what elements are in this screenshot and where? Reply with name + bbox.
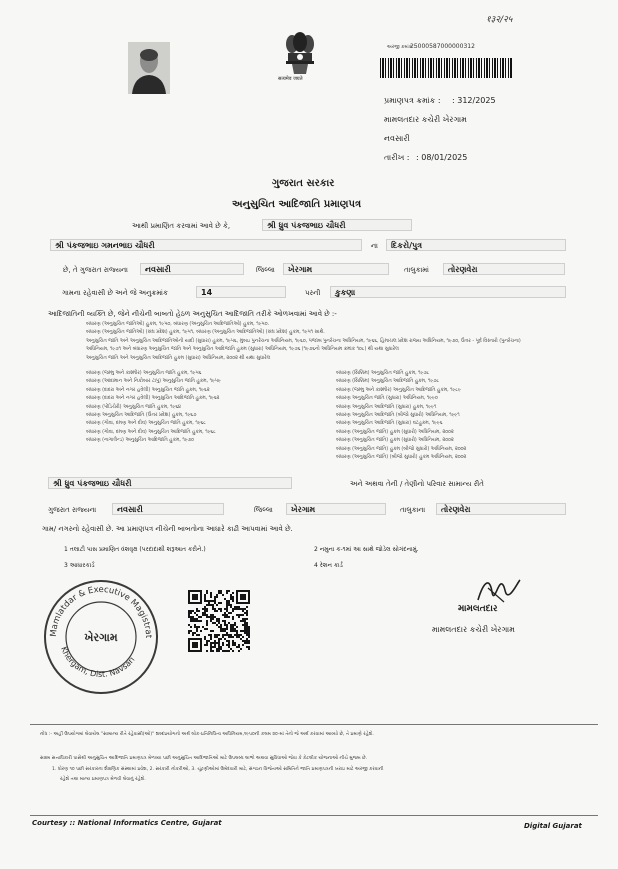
family-text: અને અથવા તેની / તેણીનો પરિવાર સામાન્ય રીતે bbox=[350, 480, 484, 488]
order-item: બંધારણ (પોંડિચેરી) અનુસુચિત જાતિ હુકમ, ૧૯૬૪ bbox=[86, 404, 182, 410]
certify-text: આથી પ્રમાણિત કરવામાં આવે છે કે, bbox=[132, 222, 231, 230]
serial-number: 14 bbox=[196, 286, 286, 298]
order-item: બંધારણ અનુસુચિત જાતિ (સુધારા) અધિનિયમ, ૧૯૯૦ bbox=[336, 396, 438, 402]
qr-code-icon bbox=[188, 590, 250, 652]
document-item: 2 નમુના ક-૧માં આ સાથે જોડેલ સોગંદનામું. bbox=[314, 546, 419, 553]
svg-text:Khergam, Dist. Navsari bbox=[59, 645, 137, 679]
reference-barcode bbox=[380, 58, 512, 78]
district-value: નવસારી bbox=[140, 263, 244, 275]
order-item: બંધારણ (દાદરા અને નગર હવેલી) અનુસુચિત આદિજાતિ હુકમ, ૧૯૬૨ bbox=[86, 396, 220, 402]
residence-taluka-label: તાલુકાના bbox=[400, 506, 426, 514]
brand-text: Digital Gujarat bbox=[524, 822, 582, 830]
footer-scheme-end: રહેશે તથા માન્ય પ્રમાણપત્ર મેળવી લેવાનું રહેશે. bbox=[60, 777, 146, 782]
tribe-name: કુકણા bbox=[330, 286, 566, 298]
sub-district-value: ખેરગામ bbox=[283, 263, 389, 275]
order-item: બંધારણ (ગોવા, દમણ અને દીવ) અનુસુચિત આદિજાતિ હુકમ, ૧૯૬૮ bbox=[86, 429, 216, 435]
order-item: બંધારણ (અનુસુચિત જાતિઓ) (સંઘ પ્રદેશ) હુકમ, ૧૯૫૧, બંધારણ (અનુસુચિત આદિજાતિઓ) (સંઘ પ્રદેશ) હુકમ, ૧૯૫૧ સાથે. bbox=[86, 330, 325, 336]
closing-text: ગામ/ નગરનો રહેવાસી છે. આ પ્રમાણપત્ર નીચેની બાબતોના આધારે કાઢી આપવામાં આવે છે. bbox=[42, 525, 293, 533]
reference-number: 25000587000000312 bbox=[410, 43, 475, 50]
certificate-number: : 312/2025 bbox=[452, 96, 496, 105]
round-seal-icon bbox=[38, 574, 164, 700]
signatory-office: મામલતદાર કચેરી ખેરગામ bbox=[432, 625, 515, 634]
village-value: તોરણવેરા bbox=[443, 263, 565, 275]
emblem-motto: सत्यमेव जयते bbox=[278, 76, 303, 82]
orders-right-column bbox=[336, 370, 466, 462]
parent-name: શ્રી પંકજભાઇ ગમનભાઇ ચૌધરી bbox=[50, 239, 362, 251]
order-item: બંધારણ અનુસુચિત આદિજાતિ (ઉત્તર પ્રદેશ) હુકમ, ૧૯૬૭ bbox=[86, 413, 197, 419]
document-item: 3 આધારકાર્ડ bbox=[64, 562, 95, 569]
document-item: 1 તલાટી પાસ પ્રમાણિત વંશવૃક્ષ (પરદાદાથી શરૂઆત કરીને.) bbox=[64, 546, 206, 553]
office-stamp bbox=[38, 574, 164, 700]
footer-scheme-list: 1. ધોરણ ૧૦ પછી સરકારના શૈક્ષણિક સંસ્થામાં પ્રવેશ, 2. સરકારી નોકરીઓ, 3. ચૂંટણીઓમાં ઉમેદવારી માટે, સંગઠન વિજેતાઓ સમિતિને જાતિ પ્રમાણપત્રની ખરાઇ માટે અરજી કરવાની bbox=[52, 767, 384, 772]
orders-right-list bbox=[336, 370, 466, 462]
applicant-photo-icon bbox=[128, 42, 170, 94]
order-item: બંધારણ (જમ્મુ અને કાશ્મીર) અનુસુચિત આદિજાતિ હુકમ, ૧૯૮૯ bbox=[336, 387, 461, 393]
residence-village: તોરણવેરા bbox=[436, 503, 566, 515]
part-label: પરની bbox=[305, 289, 321, 297]
order-item: અનુસુચિત જાતિ અને અનુસુચિત આદિજાતિ હુકમ (સુધારા) અધિનિયમ, ૨૦૦૨ થી યથા સુધારેલ bbox=[86, 355, 271, 361]
order-item: બંધારણ (અનુસુચિત જાતિ) (બીજો સુધારો) હુકમ અધિનિયમ, ૨૦૦૨ bbox=[336, 455, 467, 461]
order-item: બંધારણ (અનુસુચિત જાતિ) હુકમ (બીજો સુધારો) અધિનિયમ, ૨૦૦૨ bbox=[336, 446, 467, 452]
relation: દિકરો/પુત્ર bbox=[386, 239, 566, 251]
seal-ring-text: Mamlatdar & Executive Magistrat bbox=[48, 584, 154, 639]
order-item: બંધારણ અનુસુચિત આદિજાતિ (સુધારા) વટહુકમ, ૧૯૯૬ bbox=[336, 421, 443, 427]
residence-district-label: જિલ્લા bbox=[254, 506, 273, 514]
order-item: બંધારણ (આંદામાન અને નિકોબાર ટાપુ) અનુસુચિત જાતિ હુકમ, ૧૯૫૯ bbox=[86, 379, 221, 385]
issuing-district: નવસારી bbox=[384, 134, 410, 143]
handwritten-reference: १३२/२५ bbox=[486, 15, 513, 25]
issue-date: : 08/01/2025 bbox=[416, 153, 468, 162]
order-item: અનુસુચિત જાતિ અને અનુસુચિત આદિજાતિઓની યાદી (સુધારા) હુકમ, ૧૯૫૬, મુંબઇ પુનર્રચના અધિનિયમ, ૧૯૬૦, પંજાબ પુનર્રચના અધિનિયમ, ૧૯૬૬, હિમાચલ પ્રદેશ રાજ્ય અધિનિયમ, ૧૯૭૦, ઉત્તર - પૂર્વ વિસ્તારો (પુનર્રચના) bbox=[86, 338, 521, 344]
seal-bottom-text: Khergam, Dist. Navsari bbox=[59, 645, 137, 679]
order-item: બંધારણ (સિક્કિમ) અનુસુચિત જાતિ હુકમ, ૧૯૭૮ bbox=[336, 371, 430, 376]
order-item: અધિનિયમ, ૧૯૭૧ અને બંધારણ અનુસુચિત જાતિ અને અનુસુચિત આદિજાતિ હુકમ (સુધારા) અધિનિયમ, ૧૯૭૬ (૧૯૭૬નો અધિનિયમ ક્રમાંક ૧૦૮) થી યથા સુધારેલ bbox=[86, 347, 399, 353]
footer-scheme-intro: સક્ષમ સત્તાધિકારી પાસેથી અનુસુચિત આદિજાતિ પ્રમાણપત્ર મેળવ્યા પછી અનુસુચિત આદિજાતિઓ માટે ઉપલબ્ધ લાભો અથવા સુવિધાઓ જેવા કે કેટલીક યોજનાઓ નીચે મુજબ છે. bbox=[40, 756, 368, 761]
residence-sub-district: ખેરગામ bbox=[286, 503, 386, 515]
order-item: બંધારણ (સિક્કિમ) અનુસુચિત આદિજાતિ હુકમ, ૧૯૭૮ bbox=[336, 379, 440, 385]
issuing-office: મામલતદાર કચેરી ખેરગામ bbox=[384, 115, 467, 124]
government-title: ગુજરાત સરકાર bbox=[272, 178, 335, 189]
order-item: બંધારણ (અનુસુચિત જાતિ) હુકમ (સુધારો) અધિનિયમ, ૨૦૦૨ bbox=[336, 438, 454, 444]
certificate-number-label: પ્રમાણપત્ર ક્રમાંક : bbox=[384, 96, 441, 105]
order-lines bbox=[86, 321, 521, 363]
taluka-label: તાલુકામાં bbox=[404, 266, 429, 274]
order-item: બંધારણ (અનુસુચિત જાતિ) હુકમ (સુધારો) અધિનિયમ, ૨૦૦૨ bbox=[336, 429, 454, 435]
order-item: બંધારણ અનુસુચિત આદિજાતિ (બીજો સુધારો) અધિનિયમ, ૧૯૯૧ bbox=[336, 413, 460, 419]
applicant-photo bbox=[128, 42, 170, 94]
residence-district: નવસારી bbox=[112, 503, 224, 515]
footer-note: નોંધ :- અહીં ઉપયોગમાં લેવાયેલ "સામાન્ય રીતે રહેવાસી(ઓ)" શબ્દપ્રયોગનો અર્થ લોક-પ્રતિનિધિત્વ અધિનિયમ,૧૯૫૦ની કલમ ૨૦-માં તેનો જે અર્થ કરવામાં આવ્યો છે, તે પ્રમાણે રહેશે. bbox=[40, 732, 374, 737]
village-text: ગામના રહેવાસી છે અને જે અનુક્રમાંક bbox=[62, 289, 168, 297]
residence-applicant-name: શ્રી ધ્રુવ પંકજભાઇ ચૌધરી bbox=[48, 477, 292, 489]
ashoka-emblem-icon bbox=[280, 30, 320, 76]
state-text: છે, તે ગુજરાત રાજ્યના bbox=[63, 266, 128, 274]
document-item: 4 રેશન કાર્ડ bbox=[314, 562, 343, 569]
verification-qr-code bbox=[188, 590, 250, 652]
tribe-text: આદિજાતિની વ્યક્તિ છે, જેને નીચેની બાબતો હેઠળ અનુસુચિત આદિજાતિ તરીકે ઓળખવામાં આવે છે :- bbox=[48, 310, 337, 318]
relation-label: ના bbox=[371, 242, 378, 250]
order-item: બંધારણ (ગોવા, દમણ અને દીવ) અનુસુચિત જાતિ હુકમ, ૧૯૬૮ bbox=[86, 421, 206, 427]
order-item: બંધારણ અનુસુચિત આદિજાતિ (સુધારા) હુકમ, ૧૯૯૧ bbox=[336, 404, 437, 410]
orders-left-list bbox=[86, 370, 221, 446]
footer-divider bbox=[30, 724, 598, 725]
seal-center-text: ખેરગામ bbox=[84, 631, 118, 644]
reference-label: અરજી ક્રમાંક : bbox=[387, 45, 415, 50]
handwritten-signature-icon bbox=[474, 574, 524, 608]
order-item: બંધારણ (અનુસુચિત જાતિઓ) હુકમ, ૧૯૫૦, બંધારણ (અનુસુચિત આદિજાતિઓ) હુકમ, ૧૯૫૦. bbox=[86, 322, 269, 327]
order-item: બંધારણ (નાગાલેન્ડ) અનુસુચિત આદિજાતિ હુકમ, ૧૯૭૦ bbox=[86, 438, 194, 444]
issue-date-label: તારીખ : bbox=[384, 153, 410, 162]
district-label: જિલ્લા bbox=[256, 266, 275, 274]
certificate-title: અનુસુચિત આદિજાતિ પ્રમાણપત્ર bbox=[232, 199, 362, 210]
signatory-title: મામલતદાર bbox=[458, 604, 498, 614]
order-item: બંધારણ (દાદરા અને નગર હવેલી) અનુસુચિત જાતિ હુકમ, ૧૯૬૨ bbox=[86, 387, 210, 393]
state-emblem bbox=[280, 30, 320, 86]
order-lines-list bbox=[86, 321, 521, 363]
orders-left-column bbox=[86, 370, 221, 446]
residence-state-text: ગુજરાત રાજ્યના bbox=[48, 506, 97, 514]
applicant-name: શ્રી ધ્રુવ પંકજભાઇ ચૌધરી bbox=[262, 219, 412, 231]
courtesy-text: Courtesy :: National Informatics Centre, Gujarat bbox=[32, 819, 222, 827]
footer-bottom-divider bbox=[30, 815, 598, 816]
order-item: બંધારણ (જમ્મુ અને કાશ્મીર) અનુસુચિત જાતિ હુકમ, ૧૯૫૬ bbox=[86, 371, 202, 376]
